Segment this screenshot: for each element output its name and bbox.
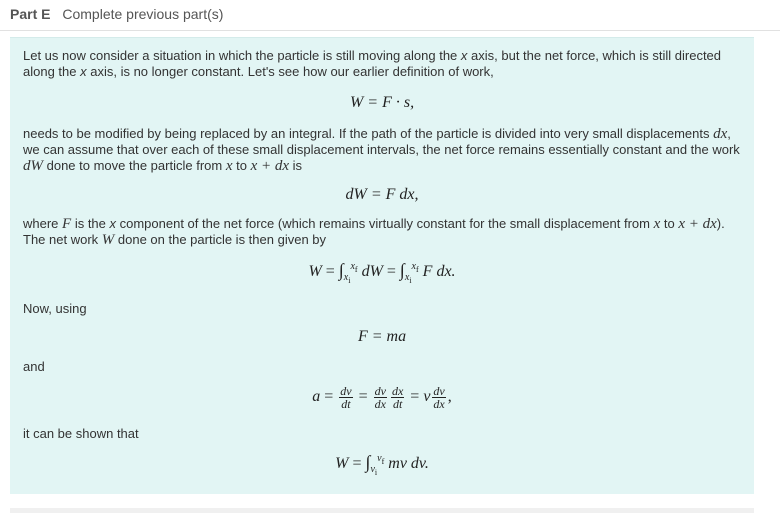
equation-dw: dW = F dx, xyxy=(345,186,419,203)
paragraph-and: and xyxy=(23,359,45,374)
part-status: Complete previous part(s) xyxy=(62,6,224,22)
equation-work-dot-product: W = F · s, xyxy=(349,94,415,111)
part-header xyxy=(10,6,223,24)
header-divider xyxy=(0,30,780,31)
paragraph-now-using: Now, using xyxy=(23,301,87,316)
panel-bottom-edge xyxy=(10,508,754,513)
equation-newton-second-law: F = ma xyxy=(357,328,407,345)
part-label: Part E xyxy=(10,6,51,22)
paragraph-integral: needs to be modified by being replaced by an integral. If the path of the particle is divided into very small displacements dx, we can assume that over each of these small displacement intervals, the net force remains essentially constant and the work dW done to move the particle from x to x + dx is xyxy=(23,126,740,174)
equation-work-velocity: $W = \int_{v_i}^{v_f}$ mv dv. xyxy=(335,452,429,477)
paragraph-it-can-be-shown: it can be shown that xyxy=(23,426,139,441)
equation-acceleration: a = $\frac{dv}{dt}$ = $\frac{dv}{dx}$ $\frac{dx}{dt}$ = v $\frac{dv}{dx}$ , xyxy=(312,384,452,411)
content-panel xyxy=(10,37,754,494)
paragraph-where-f: where F is the x component of the net force (which remains virtually constant for the small displacement from x to x + dx). The net work W done on the particle is then given by xyxy=(23,216,725,248)
equation-work-integral: $W = \int_{x_i}^{x_f}$ dW = $\int_{x_i}^{x_f}$ F dx. xyxy=(308,260,456,285)
paragraph-intro: Let us now consider a situation in which the particle is still moving along the x axis, but the net force, which is still directed along the x axis, is no longer constant. Let's see how our earlier definition of work, xyxy=(23,48,722,79)
